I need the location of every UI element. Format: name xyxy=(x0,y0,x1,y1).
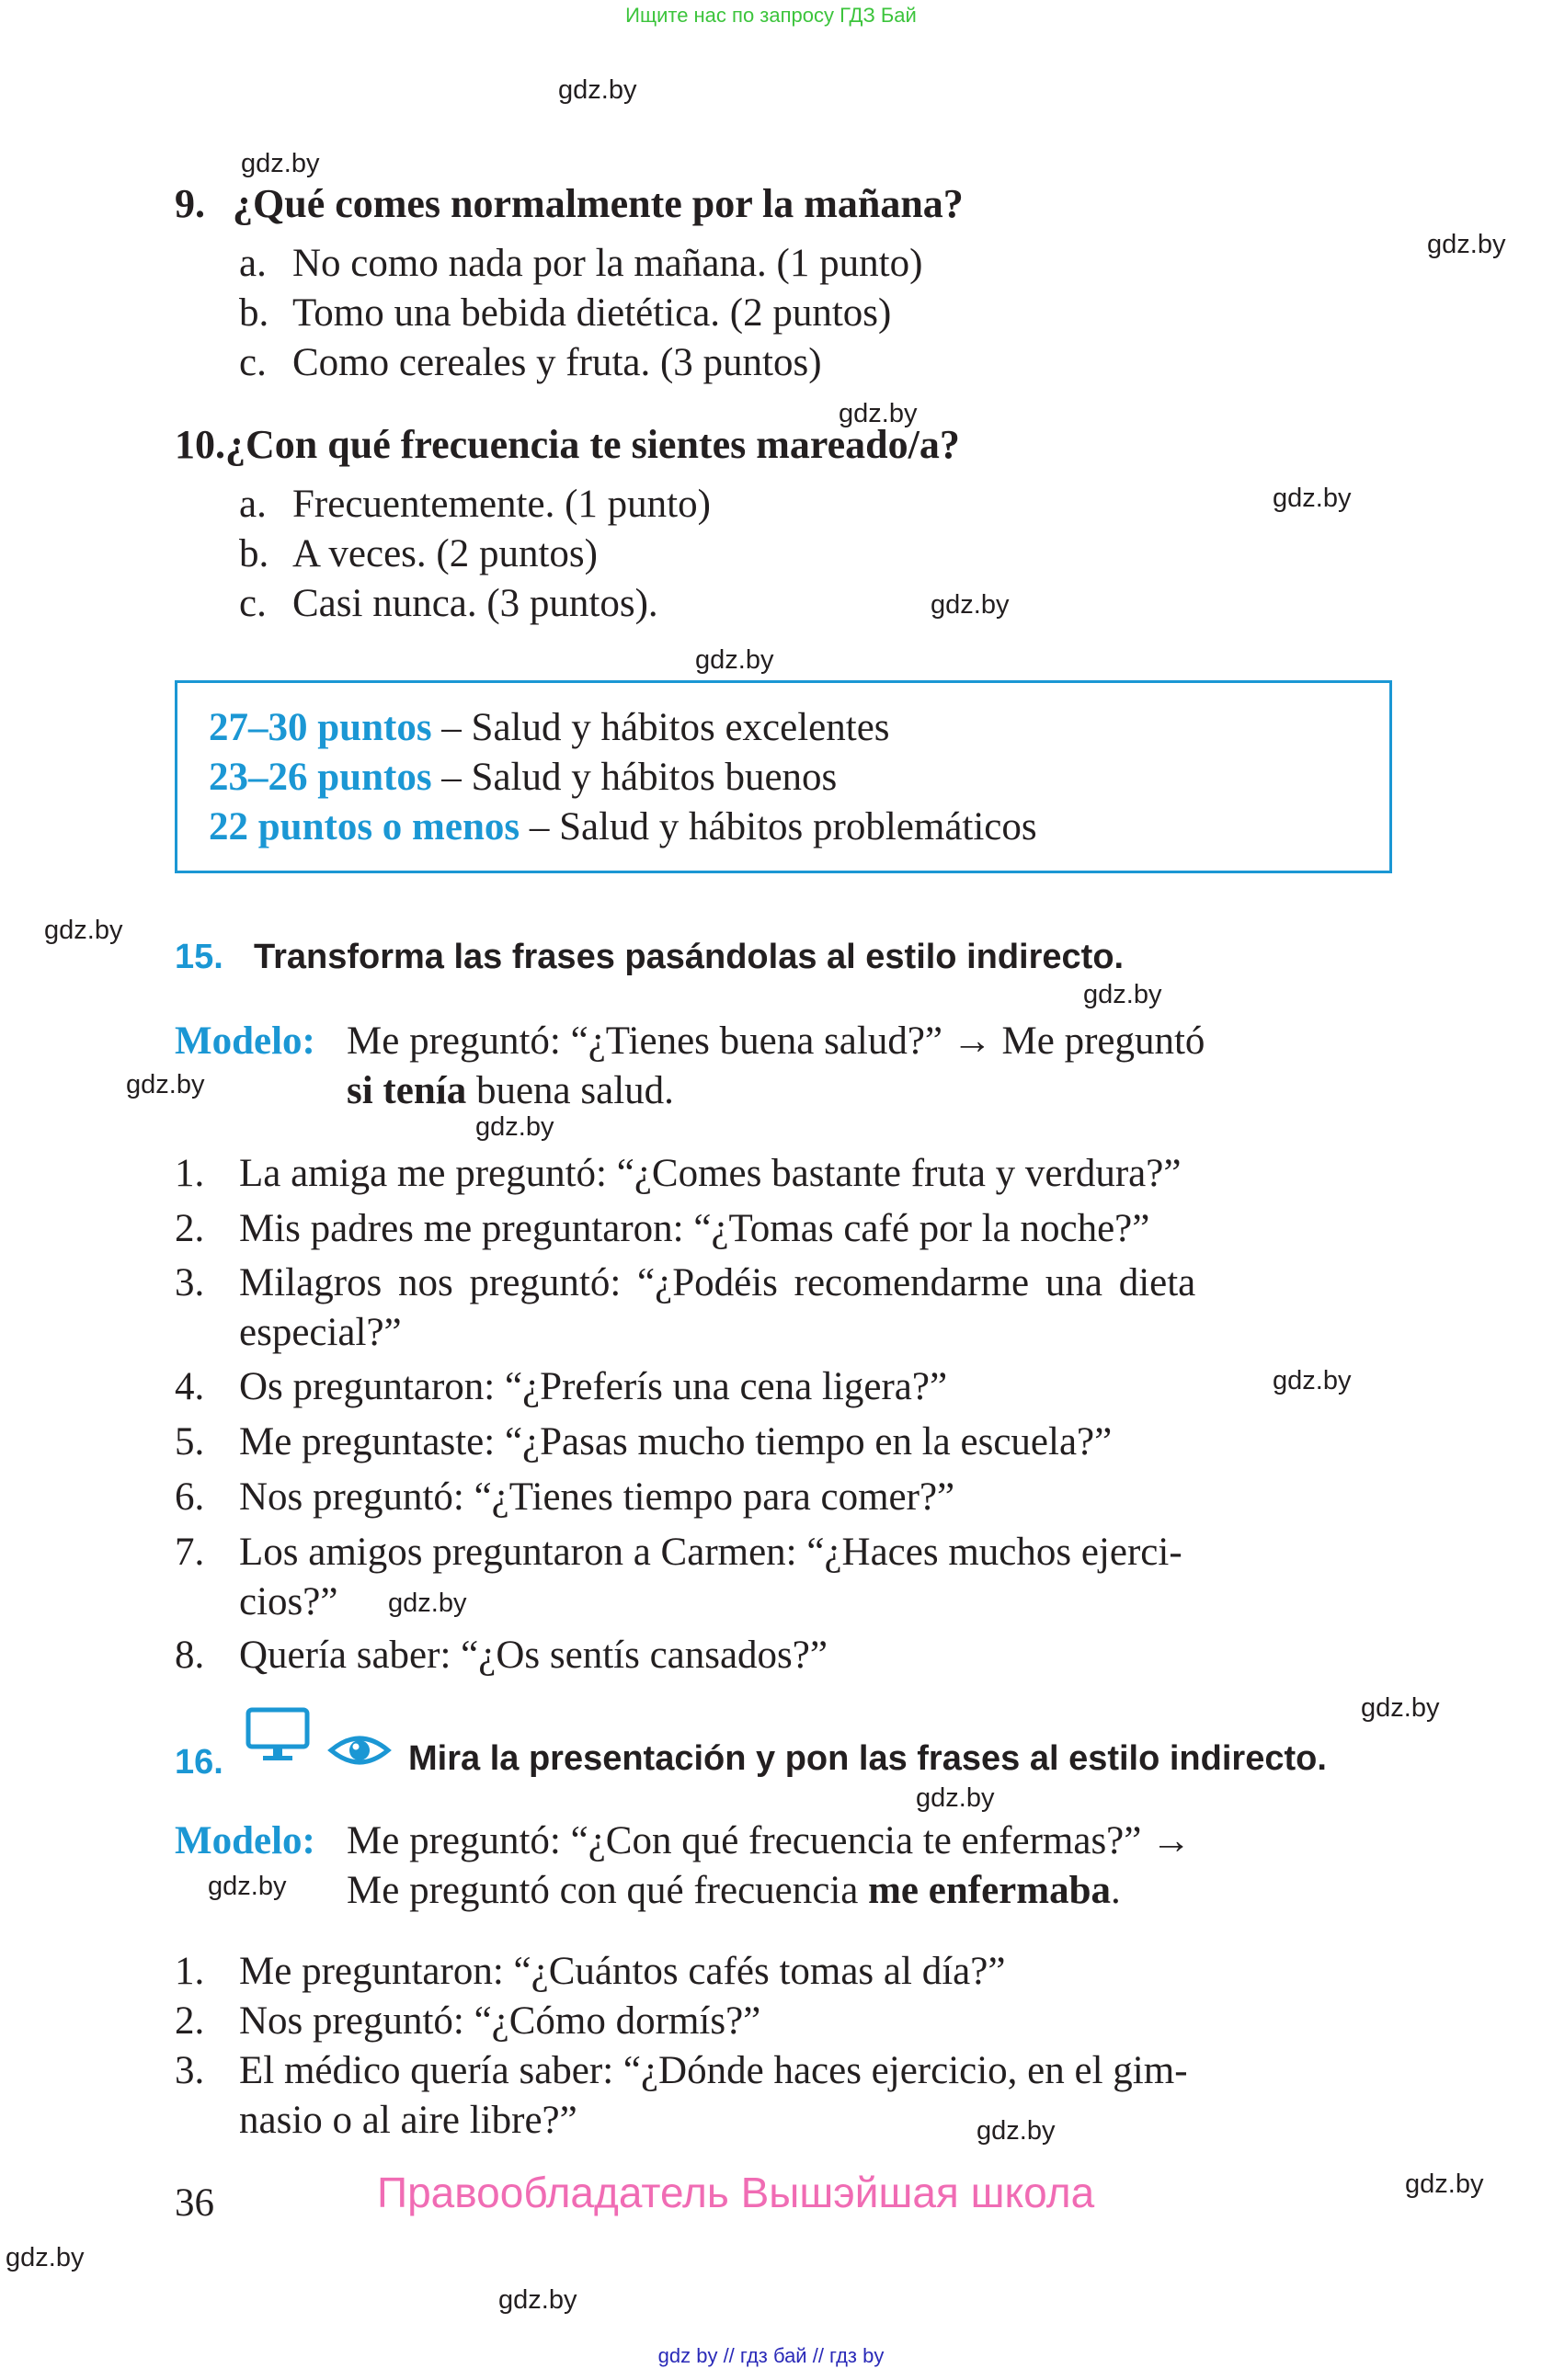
watermark: gdz.by xyxy=(44,916,123,945)
option: a. No como nada por la mañana. (1 punto) xyxy=(239,242,923,285)
option: b. Tomo una bebida dietética. (2 puntos) xyxy=(239,291,892,335)
score-box xyxy=(175,680,1392,873)
watermark: gdz.by xyxy=(839,399,918,428)
watermark: gdz.by xyxy=(208,1872,287,1901)
question-text: ¿Qué comes normalmente por la mañana? xyxy=(233,181,964,226)
modelo-label: Modelo: xyxy=(175,1819,315,1862)
question-9 xyxy=(175,180,964,227)
list-item: 7. Los amigos preguntaron a Carmen: “¿Haces muchos ejerci- xyxy=(175,1531,1182,1574)
watermark: gdz.by xyxy=(558,75,637,105)
modelo-line: Me preguntó: “¿Tienes buena salud?” → Me preguntó xyxy=(347,1019,1205,1063)
watermark: gdz.by xyxy=(498,2285,577,2315)
copyright-footer: Правообладатель Вышэйшая школа xyxy=(377,2169,1095,2216)
exercise-15-title xyxy=(175,938,1124,977)
watermark: gdz.by xyxy=(1083,980,1162,1009)
option: a. Frecuentemente. (1 punto) xyxy=(239,483,711,526)
list-item-continuation: nasio o al aire libre?” xyxy=(239,2099,577,2142)
exercise-instruction: Transforma las frases pasándolas al estilo indirecto. xyxy=(253,938,1125,976)
option: c. Casi nunca. (3 puntos). xyxy=(239,582,658,625)
modelo-line: Me preguntó: “¿Con qué frecuencia te enfermas?” → xyxy=(347,1819,1192,1862)
list-item: 6. Nos preguntó: “¿Tienes tiempo para comer?” xyxy=(175,1475,955,1519)
score-line: 23–26 puntos – Salud y hábitos buenos xyxy=(209,756,838,799)
list-item: 3. Milagros nos preguntó: “¿Podéis recomendarme una dieta xyxy=(175,1261,1196,1304)
watermark: gdz.by xyxy=(388,1589,467,1618)
list-item: 2. Mis padres me preguntaron: “¿Tomas café por la noche?” xyxy=(175,1207,1150,1250)
score-line: 22 puntos o menos – Salud y hábitos problemáticos xyxy=(209,805,1037,848)
watermark: gdz.by xyxy=(126,1070,205,1099)
watermark: gdz.by xyxy=(931,590,1010,620)
watermark: gdz.by xyxy=(1273,1366,1352,1395)
list-item-continuation: especial?” xyxy=(239,1311,402,1354)
exercise-number: 15. xyxy=(175,938,223,976)
score-line: 27–30 puntos – Salud y hábitos excelentes xyxy=(209,706,890,749)
watermark: gdz.by xyxy=(1273,484,1352,513)
watermark: gdz.by xyxy=(475,1112,554,1142)
watermark: gdz.by xyxy=(1361,1693,1440,1723)
watermark: gdz.by xyxy=(695,645,774,675)
exercise-instruction: Mira la presentación y pon las frases al estilo indirecto. xyxy=(408,1739,1327,1778)
modelo-line: Me preguntó con qué frecuencia me enfermaba. xyxy=(347,1869,1121,1912)
list-item: 2. Nos preguntó: “¿Cómo dormís?” xyxy=(175,1999,761,2043)
exercise-number: 16. xyxy=(175,1743,223,1782)
modelo-line: si tenía buena salud. xyxy=(347,1069,674,1112)
question-number: 9. xyxy=(175,181,205,226)
bottom-links[interactable]: gdz by // гдз бай // гдз by xyxy=(657,2344,885,2367)
watermark: gdz.by xyxy=(916,1783,995,1813)
watermark: gdz.by xyxy=(6,2243,85,2272)
eye-icon xyxy=(327,1730,392,1771)
list-item-continuation: cios?” xyxy=(239,1580,338,1623)
monitor-icon xyxy=(245,1706,311,1763)
question-10 xyxy=(175,421,960,468)
top-note: Ищите нас по запросу ГДЗ Бай xyxy=(625,4,917,27)
modelo-label: Modelo: xyxy=(175,1019,315,1063)
question-text: ¿Con qué frecuencia te sientes mareado/a? xyxy=(225,422,960,467)
page-number: 36 xyxy=(175,2181,214,2225)
watermark: gdz.by xyxy=(241,149,320,178)
watermark: gdz.by xyxy=(977,2116,1056,2146)
watermark: gdz.by xyxy=(1427,230,1506,259)
list-item: 5. Me preguntaste: “¿Pasas mucho tiempo en la escuela?” xyxy=(175,1420,1113,1463)
watermark: gdz.by xyxy=(1405,2169,1484,2199)
list-item: 3. El médico quería saber: “¿Dónde haces ejercicio, en el gim- xyxy=(175,2049,1188,2092)
list-item: 4. Os preguntaron: “¿Preferís una cena ligera?” xyxy=(175,1365,948,1408)
option: b. A veces. (2 puntos) xyxy=(239,532,598,575)
question-number: 10. xyxy=(175,422,225,467)
list-item: 8. Quería saber: “¿Os sentís cansados?” xyxy=(175,1634,828,1677)
list-item: 1. Me preguntaron: “¿Cuántos cafés tomas al día?” xyxy=(175,1950,1006,1993)
option: c. Como cereales y fruta. (3 puntos) xyxy=(239,341,822,384)
list-item: 1. La amiga me preguntó: “¿Comes bastante fruta y verdura?” xyxy=(175,1152,1182,1195)
